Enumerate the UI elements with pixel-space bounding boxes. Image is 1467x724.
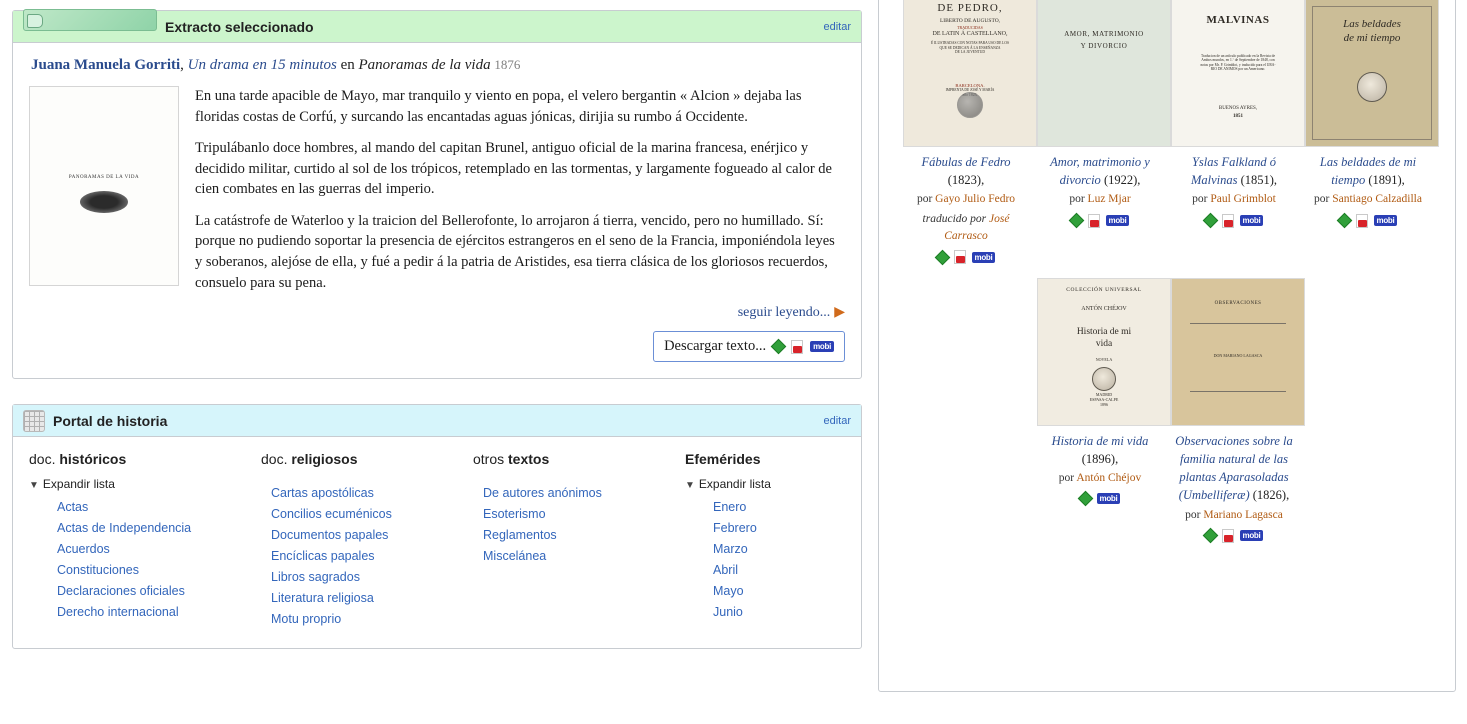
book-year: (1896), (1081, 452, 1119, 467)
book-author-line (1305, 191, 1431, 208)
chevron-down-icon: ▼ (685, 480, 695, 492)
by-label: por (1058, 472, 1077, 485)
book-title-text: Las beldades de mi tiempo (1319, 155, 1417, 188)
excerpt-paragraph: Tripulábanlo doce hombres, al mando del capitan Brunel, antiguo oficial de la marina francesa, enérjico y decidido militar, curtido al sol de los trópicos, retemplado en las tormentas, y largamente fogueado al calor de cien combates en las guerras del imperio. (195, 140, 832, 198)
cover-line: É ILUSTRADAS CON NOTAS PARA USO DE LOS (931, 41, 1009, 46)
excerpt-citation (31, 57, 845, 74)
portal-heading-prefix: doc. (261, 451, 292, 468)
book-title-link[interactable] (1171, 432, 1297, 505)
keep-reading-link[interactable] (29, 304, 845, 321)
excerpt-thumbnail-vignette (80, 191, 128, 213)
history-portal-panel (12, 404, 862, 649)
portal-column-heading (685, 451, 855, 467)
download-text-label: Descargar texto... (664, 338, 767, 355)
mobi-icon[interactable]: mobi (1374, 215, 1398, 226)
portal-panel-header (13, 405, 861, 437)
book-formats (1305, 214, 1431, 228)
cover-vignette-icon (1092, 367, 1116, 391)
book-title-text: Fábulas de Fedro (921, 155, 1011, 169)
cover-line: IMPRENTA DE JOSÉ Y MARÍA (945, 88, 995, 93)
list-item[interactable]: Reglamentos (483, 528, 557, 543)
expand-label: Expandir lista (698, 477, 771, 492)
list-item[interactable]: Actas de Independencia (57, 521, 192, 536)
by-label: por (1069, 193, 1088, 206)
cover-line: MADRID (1095, 392, 1113, 398)
book-year: (1891), (1368, 173, 1405, 188)
book-cover[interactable] (1037, 278, 1171, 426)
keep-reading-label: seguir leyendo... (737, 305, 831, 321)
book-author-line (1037, 470, 1163, 487)
cover-line: Traducion de un artículo publicado en la Revista de (1200, 53, 1276, 58)
list-item[interactable]: Mayo (713, 584, 744, 599)
portal-heading-prefix: doc. (29, 451, 60, 468)
book-formats (1037, 214, 1163, 228)
book-author-link[interactable]: Luz Mjar (1087, 193, 1131, 206)
djvu-icon[interactable] (1202, 213, 1218, 229)
portal-column-efemerides (685, 451, 855, 630)
djvu-icon[interactable] (1336, 213, 1352, 229)
list-item[interactable]: Motu proprio (271, 612, 342, 627)
book-card (899, 0, 1033, 264)
book-cover[interactable] (1305, 0, 1439, 147)
grid-spacer (899, 278, 1033, 279)
cover-line: LIBERTO DE AUGUSTO, (939, 17, 1001, 24)
book-cover-art (1049, 30, 1160, 51)
djvu-icon[interactable] (1077, 490, 1093, 506)
book-author-line (1171, 191, 1297, 208)
book-cover-art (1183, 14, 1294, 120)
pdf-icon[interactable] (1088, 214, 1100, 228)
book-card (1167, 278, 1301, 543)
book-formats (1037, 493, 1163, 504)
pdf-icon[interactable] (791, 340, 803, 354)
book-title-text: Amor, matrimonio y divorcio (1050, 155, 1150, 188)
portal-column-heading (29, 451, 261, 467)
portal-list-religiosos (261, 483, 473, 630)
cover-line: DE PEDRO, (937, 2, 1003, 14)
expand-list-historicos[interactable] (29, 477, 261, 491)
book-year: (1823), (947, 173, 985, 188)
djvu-icon[interactable] (771, 339, 787, 355)
book-title-link[interactable] (1037, 153, 1163, 189)
mobi-icon[interactable]: mobi (1106, 215, 1130, 226)
portal-column-religiosos (261, 451, 473, 630)
book-card (1301, 0, 1435, 264)
book-author-link[interactable]: Paul Grimblot (1210, 193, 1276, 206)
list-item[interactable]: Encíclicas papales (271, 549, 375, 564)
portal-column-otros-textos (473, 451, 685, 630)
book-cover[interactable] (1171, 0, 1305, 147)
book-title-text: Observaciones sobre la familia natural de las plantas Aparasoladas (Umbelliferæ) (1175, 434, 1293, 503)
book-cover-art (1317, 18, 1428, 46)
book-year: (1922), (1103, 173, 1141, 188)
by-label: por (1185, 508, 1204, 521)
mobi-icon[interactable]: mobi (1097, 493, 1121, 504)
djvu-icon[interactable] (934, 249, 950, 265)
cover-line: Historia de mi (1076, 327, 1132, 338)
excerpt-panel (12, 10, 862, 379)
cover-line: RIO DE ANIMOS por un Americano. (1210, 67, 1266, 72)
cover-line: BARCELONA. (955, 82, 985, 88)
list-item[interactable]: Febrero (713, 521, 757, 536)
portal-heading-bold: religiosos (291, 451, 358, 468)
chevron-down-icon: ▼ (29, 480, 39, 492)
djvu-icon[interactable] (1202, 528, 1218, 544)
list-item[interactable]: Esoterismo (483, 507, 546, 522)
left-column (12, 10, 862, 649)
book-author-line (1171, 507, 1297, 524)
mobi-icon[interactable]: mobi (1240, 215, 1264, 226)
portal-column-heading (473, 451, 685, 467)
excerpt-author-link[interactable]: Juana Manuela Gorriti (31, 57, 181, 73)
cover-line: MALVINAS (1206, 14, 1270, 26)
portal-panel-title: Portal de historia (53, 412, 168, 429)
cover-line: vida (1095, 339, 1113, 350)
portal-column-historicos (29, 451, 261, 630)
pdf-icon[interactable] (1356, 214, 1368, 228)
cover-line: QUE SE DEDICAN Á LA ENSEÑANZA (939, 45, 1001, 50)
book-author-link[interactable]: Santiago Calzadilla (1332, 193, 1422, 206)
book-cover[interactable] (1171, 278, 1305, 426)
excerpt-thumbnail[interactable] (29, 86, 179, 286)
excerpt-citation-comma: , (180, 57, 184, 73)
book-author-link[interactable]: Antón Chéjov (1076, 472, 1142, 485)
portal-heading-bold: textos (508, 451, 550, 468)
book-cover-art (1183, 301, 1294, 358)
translator-label: traducido por (922, 212, 989, 225)
cover-line: DE LA JUVENTUD (955, 50, 985, 55)
excerpt-edit-link[interactable]: editar (823, 20, 851, 33)
expand-list-efemerides[interactable] (685, 477, 855, 491)
list-item[interactable]: Enero (713, 500, 747, 515)
portal-column-heading (261, 451, 473, 467)
list-item[interactable]: De autores anónimos (483, 486, 602, 501)
excerpt-thumbnail-caption: PANORAMAS DE LA VIDA (68, 175, 140, 180)
cover-line: OBSERVACIONES (1214, 301, 1262, 306)
cover-seal-icon (957, 92, 983, 118)
cover-line: NOVELA (1095, 357, 1113, 363)
book-card (1033, 0, 1167, 264)
excerpt-panel-header (13, 11, 861, 43)
portal-heading-bold: Efemérides (685, 451, 761, 468)
cover-line: Ambos mundos, en 1.º de Septiembre de 1848, con (1201, 58, 1275, 63)
cover-line: COLECCIÓN UNIVERSAL (1066, 287, 1142, 293)
cover-rule (1190, 323, 1285, 324)
book-formats (1171, 214, 1297, 228)
cover-line: 1896 (1100, 402, 1108, 408)
portal-heading-prefix: otros (473, 451, 509, 468)
cover-line: 1851 (1233, 113, 1243, 119)
expand-label: Expandir lista (42, 477, 115, 492)
cover-line: ANTÓN CHÉJOV (1081, 305, 1127, 312)
mobi-icon[interactable]: mobi (1240, 530, 1264, 541)
list-item[interactable]: Concilios ecuménicos (271, 507, 392, 522)
portal-list-efemerides (685, 497, 855, 623)
list-item[interactable]: Documentos papales (271, 528, 389, 543)
excerpt-container-title: Panoramas de la vida (358, 57, 491, 73)
cover-line: AMOR, MATRIMONIO (1064, 30, 1144, 38)
list-item[interactable]: Derecho internacional (57, 605, 179, 620)
book-title-link[interactable] (1037, 432, 1163, 468)
grid-icon (23, 410, 45, 432)
djvu-icon[interactable] (1068, 213, 1084, 229)
cover-line: TRADUCIDAS (957, 24, 983, 30)
book-author-line (903, 191, 1029, 208)
books-grid (879, 0, 1455, 557)
cover-line: BUENOS AYRES, (1218, 105, 1258, 111)
book-title-text: Yslas Falkland ó Malvinas (1190, 155, 1277, 188)
portal-list-otros-textos (473, 483, 685, 567)
book-translator-line (903, 211, 1029, 246)
cover-line: DE LATIN Á CASTELLANO, (932, 30, 1008, 37)
book-author-link[interactable]: Gayo Julio Fedro (935, 193, 1016, 206)
book-title-link[interactable] (1305, 153, 1431, 189)
cover-line: Y DIVORCIO (1080, 41, 1128, 50)
book-formats (903, 250, 1029, 264)
excerpt-flow (29, 86, 845, 293)
book-icon (23, 9, 157, 31)
book-author-line (1037, 191, 1163, 208)
cover-vignette-icon (1357, 72, 1387, 102)
excerpt-body (13, 43, 861, 378)
excerpt-paragraph: La catástrofe de Waterloo y la traicion del Bellerofonte, lo arrojaron á tierra, vencido, pero no humillado. Sí: porque no pudiendo soportar la presencia de ejércitos estrangeros en el seno de la Francia, imponiéndola leyes y soberanos, alejóse de ella, y fué a pedir á la patria de Aristides, esa tierra clásica de los gloriosos recuerdos, consuelo para su pena. (195, 212, 835, 291)
book-cover[interactable] (903, 0, 1037, 147)
portal-list-historicos (29, 497, 261, 623)
list-item[interactable]: Miscelánea (483, 549, 547, 564)
excerpt-panel-title: Extracto seleccionado (165, 18, 314, 35)
list-item[interactable]: Abril (713, 563, 739, 578)
mobi-icon[interactable]: mobi (972, 252, 996, 263)
cover-line: notas por Mr. P. Grimblot, y traducido para el URA- (1200, 62, 1276, 67)
excerpt-year: 1876 (494, 57, 521, 72)
by-label: por (1192, 193, 1211, 206)
list-item[interactable]: Constituciones (57, 563, 139, 578)
download-text-button[interactable] (653, 331, 845, 362)
book-year: (1826), (1252, 488, 1290, 503)
cover-line: Las beldades (1343, 18, 1401, 30)
mobi-icon[interactable]: mobi (810, 341, 834, 352)
book-title-link[interactable] (1171, 153, 1297, 189)
list-item[interactable]: Literatura religiosa (271, 591, 374, 606)
cover-line: DON MARIANO LAGASCA (1213, 353, 1263, 359)
book-author-link[interactable]: Mariano Lagasca (1203, 508, 1283, 521)
book-formats (1171, 529, 1297, 543)
book-card (1033, 278, 1167, 543)
excerpt-paragraph: En una tarde apacible de Mayo, mar tranquilo y viento en popa, el velero bergantin « Alcion » dejaba las floridas costas de Corfú, y surcando las encantadas aguas jónicas, dirijia su rumbo á Occidente. (195, 88, 802, 125)
book-title-text: Historia de mi vida (1051, 434, 1149, 448)
list-item[interactable]: Acuerdos (57, 542, 110, 557)
excerpt-work-link[interactable]: Un drama en 15 minutos (187, 57, 337, 73)
list-item[interactable]: Junio (713, 605, 743, 620)
book-cover[interactable] (1037, 0, 1171, 147)
play-triangle-icon: ▶ (834, 305, 845, 321)
book-translator-link[interactable]: José Carrasco (944, 212, 1010, 242)
portal-edit-link[interactable]: editar (823, 414, 851, 427)
list-item[interactable]: Actas (57, 500, 89, 515)
excerpt-citation-in: en (340, 57, 355, 73)
list-item[interactable]: Cartas apostólicas (271, 486, 374, 501)
list-item[interactable]: Declaraciones oficiales (57, 584, 185, 599)
book-title-link[interactable] (903, 153, 1029, 189)
by-label: por (1314, 193, 1333, 206)
list-item[interactable]: Marzo (713, 542, 748, 557)
portal-heading-bold: históricos (59, 451, 127, 468)
book-card (1167, 0, 1301, 264)
featured-books-panel (878, 0, 1456, 692)
book-cover-art (915, 2, 1026, 98)
list-item[interactable]: Libros sagrados (271, 570, 360, 585)
cover-rule (1190, 391, 1285, 392)
pdf-icon[interactable] (954, 250, 966, 264)
pdf-icon[interactable] (1222, 214, 1234, 228)
book-year: (1851), (1240, 173, 1278, 188)
by-label: por (916, 193, 936, 206)
cover-line: ESPASA-CALPE (1089, 397, 1119, 403)
pdf-icon[interactable] (1222, 529, 1234, 543)
cover-line: de mi tiempo (1343, 31, 1401, 44)
portal-body (13, 437, 861, 648)
